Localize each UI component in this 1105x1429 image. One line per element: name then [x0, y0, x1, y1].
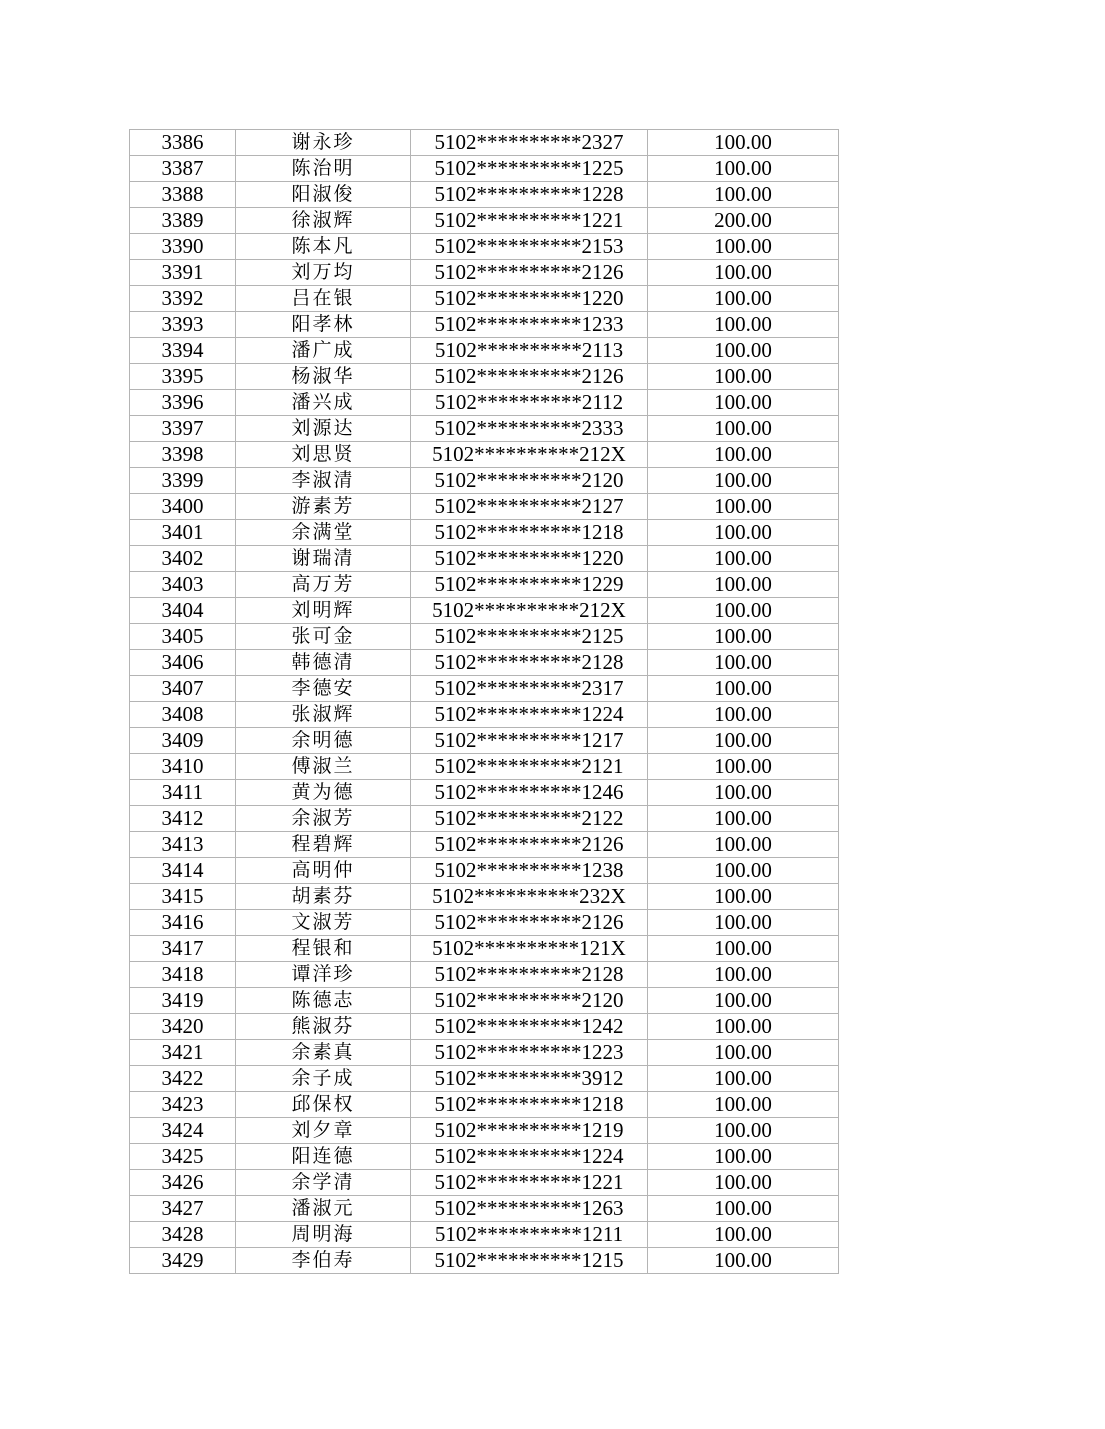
amount-cell: 100.00	[648, 1066, 839, 1092]
table-row	[130, 1144, 839, 1170]
id-number-cell: 5102**********1246	[411, 780, 648, 806]
table-row	[130, 338, 839, 364]
name-cell: 杨淑华	[236, 364, 411, 390]
row-number-cell: 3407	[130, 676, 236, 702]
row-number-cell: 3388	[130, 182, 236, 208]
name-cell: 余明德	[236, 728, 411, 754]
row-number-cell: 3424	[130, 1118, 236, 1144]
amount-cell: 100.00	[648, 182, 839, 208]
id-number-cell: 5102**********212X	[411, 598, 648, 624]
name-cell: 阳淑俊	[236, 182, 411, 208]
records-table-container	[129, 129, 838, 1274]
id-number-cell: 5102**********2127	[411, 494, 648, 520]
table-row	[130, 130, 839, 156]
amount-cell: 100.00	[648, 286, 839, 312]
amount-cell: 100.00	[648, 702, 839, 728]
row-number-cell: 3414	[130, 858, 236, 884]
name-cell: 高明仲	[236, 858, 411, 884]
table-row	[130, 156, 839, 182]
row-number-cell: 3426	[130, 1170, 236, 1196]
name-cell: 余素真	[236, 1040, 411, 1066]
amount-cell: 100.00	[648, 754, 839, 780]
id-number-cell: 5102**********2128	[411, 650, 648, 676]
amount-cell: 100.00	[648, 936, 839, 962]
id-number-cell: 5102**********1221	[411, 208, 648, 234]
table-row	[130, 546, 839, 572]
table-row	[130, 1248, 839, 1274]
id-number-cell: 5102**********1242	[411, 1014, 648, 1040]
row-number-cell: 3418	[130, 962, 236, 988]
row-number-cell: 3421	[130, 1040, 236, 1066]
id-number-cell: 5102**********2126	[411, 260, 648, 286]
name-cell: 熊淑芬	[236, 1014, 411, 1040]
name-cell: 刘思贤	[236, 442, 411, 468]
id-number-cell: 5102**********1211	[411, 1222, 648, 1248]
records-table	[129, 129, 839, 1274]
id-number-cell: 5102**********1263	[411, 1196, 648, 1222]
id-number-cell: 5102**********1219	[411, 1118, 648, 1144]
id-number-cell: 5102**********2125	[411, 624, 648, 650]
amount-cell: 100.00	[648, 676, 839, 702]
name-cell: 余淑芳	[236, 806, 411, 832]
records-table-body	[130, 130, 839, 1274]
id-number-cell: 5102**********121X	[411, 936, 648, 962]
table-row	[130, 312, 839, 338]
name-cell: 李伯寿	[236, 1248, 411, 1274]
row-number-cell: 3405	[130, 624, 236, 650]
row-number-cell: 3406	[130, 650, 236, 676]
name-cell: 徐淑辉	[236, 208, 411, 234]
amount-cell: 100.00	[648, 1092, 839, 1118]
table-row	[130, 208, 839, 234]
row-number-cell: 3411	[130, 780, 236, 806]
id-number-cell: 5102**********232X	[411, 884, 648, 910]
row-number-cell: 3398	[130, 442, 236, 468]
table-row	[130, 936, 839, 962]
row-number-cell: 3410	[130, 754, 236, 780]
name-cell: 余满堂	[236, 520, 411, 546]
id-number-cell: 5102**********212X	[411, 442, 648, 468]
id-number-cell: 5102**********1218	[411, 520, 648, 546]
amount-cell: 100.00	[648, 312, 839, 338]
row-number-cell: 3422	[130, 1066, 236, 1092]
table-row	[130, 1014, 839, 1040]
amount-cell: 100.00	[648, 468, 839, 494]
table-row	[130, 1040, 839, 1066]
table-row	[130, 702, 839, 728]
table-row	[130, 728, 839, 754]
id-number-cell: 5102**********1223	[411, 1040, 648, 1066]
amount-cell: 100.00	[648, 546, 839, 572]
table-row	[130, 234, 839, 260]
amount-cell: 100.00	[648, 494, 839, 520]
table-row	[130, 806, 839, 832]
table-row	[130, 624, 839, 650]
table-row	[130, 364, 839, 390]
table-row	[130, 650, 839, 676]
table-row	[130, 884, 839, 910]
id-number-cell: 5102**********2126	[411, 910, 648, 936]
name-cell: 潘兴成	[236, 390, 411, 416]
id-number-cell: 5102**********2120	[411, 468, 648, 494]
row-number-cell: 3391	[130, 260, 236, 286]
amount-cell: 100.00	[648, 520, 839, 546]
amount-cell: 100.00	[648, 858, 839, 884]
row-number-cell: 3402	[130, 546, 236, 572]
amount-cell: 100.00	[648, 1144, 839, 1170]
table-row	[130, 754, 839, 780]
amount-cell: 100.00	[648, 1196, 839, 1222]
name-cell: 胡素芬	[236, 884, 411, 910]
id-number-cell: 5102**********3912	[411, 1066, 648, 1092]
name-cell: 阳孝林	[236, 312, 411, 338]
amount-cell: 100.00	[648, 728, 839, 754]
amount-cell: 100.00	[648, 338, 839, 364]
table-row	[130, 910, 839, 936]
row-number-cell: 3427	[130, 1196, 236, 1222]
table-row	[130, 988, 839, 1014]
amount-cell: 100.00	[648, 962, 839, 988]
table-row	[130, 1066, 839, 1092]
row-number-cell: 3396	[130, 390, 236, 416]
row-number-cell: 3413	[130, 832, 236, 858]
name-cell: 潘淑元	[236, 1196, 411, 1222]
amount-cell: 100.00	[648, 364, 839, 390]
id-number-cell: 5102**********1238	[411, 858, 648, 884]
row-number-cell: 3416	[130, 910, 236, 936]
row-number-cell: 3419	[130, 988, 236, 1014]
amount-cell: 100.00	[648, 1222, 839, 1248]
amount-cell: 100.00	[648, 234, 839, 260]
row-number-cell: 3415	[130, 884, 236, 910]
table-row	[130, 572, 839, 598]
name-cell: 周明海	[236, 1222, 411, 1248]
name-cell: 谢永珍	[236, 130, 411, 156]
table-row	[130, 416, 839, 442]
name-cell: 余子成	[236, 1066, 411, 1092]
name-cell: 刘万均	[236, 260, 411, 286]
row-number-cell: 3423	[130, 1092, 236, 1118]
id-number-cell: 5102**********1233	[411, 312, 648, 338]
amount-cell: 100.00	[648, 832, 839, 858]
name-cell: 刘明辉	[236, 598, 411, 624]
id-number-cell: 5102**********1229	[411, 572, 648, 598]
name-cell: 谭洋珍	[236, 962, 411, 988]
id-number-cell: 5102**********1224	[411, 702, 648, 728]
amount-cell: 100.00	[648, 910, 839, 936]
table-row	[130, 442, 839, 468]
amount-cell: 100.00	[648, 260, 839, 286]
name-cell: 高万芳	[236, 572, 411, 598]
id-number-cell: 5102**********2113	[411, 338, 648, 364]
name-cell: 陈德志	[236, 988, 411, 1014]
id-number-cell: 5102**********2112	[411, 390, 648, 416]
table-row	[130, 286, 839, 312]
amount-cell: 100.00	[648, 156, 839, 182]
id-number-cell: 5102**********1225	[411, 156, 648, 182]
table-row	[130, 962, 839, 988]
table-row	[130, 1196, 839, 1222]
name-cell: 李德安	[236, 676, 411, 702]
amount-cell: 100.00	[648, 780, 839, 806]
id-number-cell: 5102**********1220	[411, 546, 648, 572]
name-cell: 余学清	[236, 1170, 411, 1196]
row-number-cell: 3400	[130, 494, 236, 520]
row-number-cell: 3408	[130, 702, 236, 728]
name-cell: 邱保权	[236, 1092, 411, 1118]
id-number-cell: 5102**********2333	[411, 416, 648, 442]
name-cell: 刘源达	[236, 416, 411, 442]
name-cell: 文淑芳	[236, 910, 411, 936]
id-number-cell: 5102**********2317	[411, 676, 648, 702]
table-row	[130, 780, 839, 806]
table-row	[130, 260, 839, 286]
id-number-cell: 5102**********1224	[411, 1144, 648, 1170]
id-number-cell: 5102**********1221	[411, 1170, 648, 1196]
name-cell: 傅淑兰	[236, 754, 411, 780]
row-number-cell: 3386	[130, 130, 236, 156]
amount-cell: 100.00	[648, 1118, 839, 1144]
id-number-cell: 5102**********1220	[411, 286, 648, 312]
row-number-cell: 3412	[130, 806, 236, 832]
row-number-cell: 3420	[130, 1014, 236, 1040]
id-number-cell: 5102**********2121	[411, 754, 648, 780]
amount-cell: 100.00	[648, 1040, 839, 1066]
row-number-cell: 3417	[130, 936, 236, 962]
name-cell: 阳连德	[236, 1144, 411, 1170]
name-cell: 韩德清	[236, 650, 411, 676]
id-number-cell: 5102**********2122	[411, 806, 648, 832]
amount-cell: 100.00	[648, 806, 839, 832]
amount-cell: 100.00	[648, 1248, 839, 1274]
row-number-cell: 3401	[130, 520, 236, 546]
table-row	[130, 1170, 839, 1196]
row-number-cell: 3395	[130, 364, 236, 390]
row-number-cell: 3403	[130, 572, 236, 598]
name-cell: 陈治明	[236, 156, 411, 182]
table-row	[130, 520, 839, 546]
id-number-cell: 5102**********2126	[411, 832, 648, 858]
name-cell: 游素芳	[236, 494, 411, 520]
name-cell: 吕在银	[236, 286, 411, 312]
amount-cell: 100.00	[648, 130, 839, 156]
row-number-cell: 3387	[130, 156, 236, 182]
amount-cell: 100.00	[648, 650, 839, 676]
row-number-cell: 3425	[130, 1144, 236, 1170]
table-row	[130, 182, 839, 208]
table-row	[130, 1118, 839, 1144]
name-cell: 黄为德	[236, 780, 411, 806]
id-number-cell: 5102**********1217	[411, 728, 648, 754]
row-number-cell: 3428	[130, 1222, 236, 1248]
table-row	[130, 1092, 839, 1118]
name-cell: 程银和	[236, 936, 411, 962]
name-cell: 张淑辉	[236, 702, 411, 728]
row-number-cell: 3397	[130, 416, 236, 442]
name-cell: 陈本凡	[236, 234, 411, 260]
id-number-cell: 5102**********2120	[411, 988, 648, 1014]
amount-cell: 100.00	[648, 1014, 839, 1040]
table-row	[130, 598, 839, 624]
row-number-cell: 3394	[130, 338, 236, 364]
table-row	[130, 390, 839, 416]
row-number-cell: 3393	[130, 312, 236, 338]
table-row	[130, 1222, 839, 1248]
table-row	[130, 832, 839, 858]
id-number-cell: 5102**********2128	[411, 962, 648, 988]
table-row	[130, 858, 839, 884]
row-number-cell: 3429	[130, 1248, 236, 1274]
amount-cell: 100.00	[648, 1170, 839, 1196]
amount-cell: 100.00	[648, 624, 839, 650]
row-number-cell: 3399	[130, 468, 236, 494]
amount-cell: 100.00	[648, 442, 839, 468]
amount-cell: 100.00	[648, 988, 839, 1014]
row-number-cell: 3389	[130, 208, 236, 234]
name-cell: 张可金	[236, 624, 411, 650]
id-number-cell: 5102**********1215	[411, 1248, 648, 1274]
name-cell: 刘夕章	[236, 1118, 411, 1144]
id-number-cell: 5102**********1228	[411, 182, 648, 208]
amount-cell: 100.00	[648, 390, 839, 416]
id-number-cell: 5102**********2126	[411, 364, 648, 390]
amount-cell: 200.00	[648, 208, 839, 234]
name-cell: 李淑清	[236, 468, 411, 494]
row-number-cell: 3409	[130, 728, 236, 754]
id-number-cell: 5102**********2153	[411, 234, 648, 260]
row-number-cell: 3392	[130, 286, 236, 312]
row-number-cell: 3390	[130, 234, 236, 260]
id-number-cell: 5102**********2327	[411, 130, 648, 156]
row-number-cell: 3404	[130, 598, 236, 624]
table-row	[130, 494, 839, 520]
id-number-cell: 5102**********1218	[411, 1092, 648, 1118]
amount-cell: 100.00	[648, 884, 839, 910]
name-cell: 潘广成	[236, 338, 411, 364]
amount-cell: 100.00	[648, 416, 839, 442]
name-cell: 程碧辉	[236, 832, 411, 858]
amount-cell: 100.00	[648, 572, 839, 598]
table-row	[130, 468, 839, 494]
amount-cell: 100.00	[648, 598, 839, 624]
table-row	[130, 676, 839, 702]
name-cell: 谢瑞清	[236, 546, 411, 572]
